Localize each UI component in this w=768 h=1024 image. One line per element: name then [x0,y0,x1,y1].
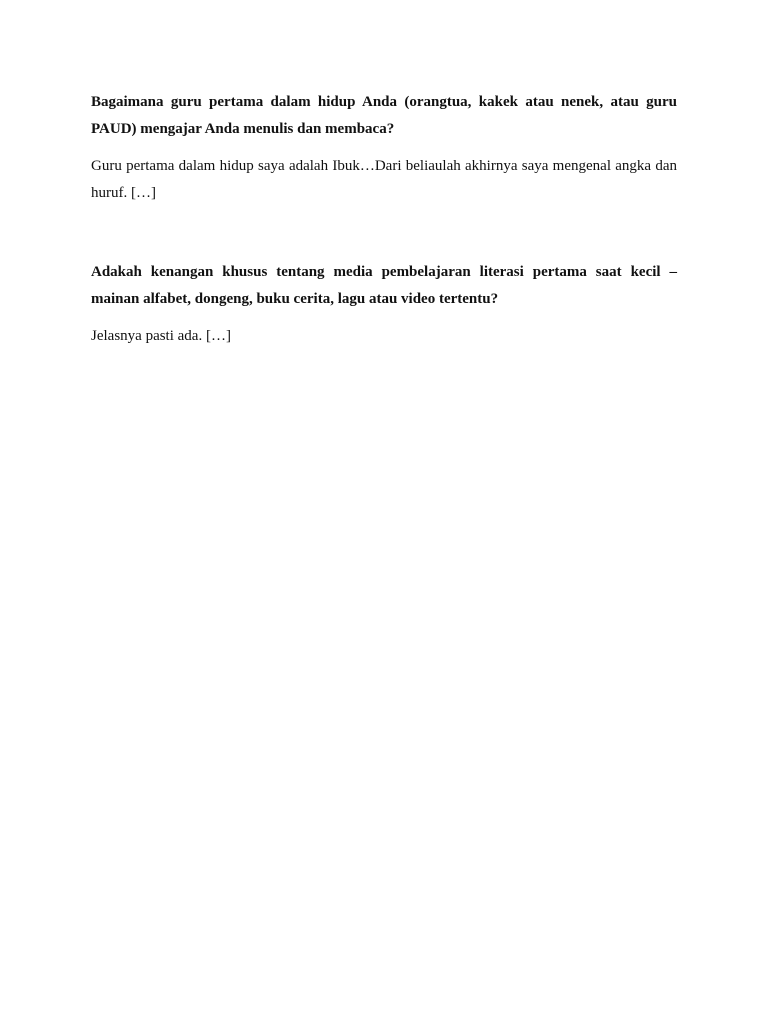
question-heading-2: Adakah kenangan khusus tentang media pembelajaran literasi pertama saat kecil – mainan alfabet, dongeng, buku cerita, lagu atau video tertentu? [91,264,677,307]
answer-paragraph-2: Jelasnya pasti ada. […] [91,328,231,344]
document-page [91,89,677,350]
question-heading-1: Bagaimana guru pertama dalam hidup Anda (orangtua, kakek atau nenek, atau guru PAUD) mengajar Anda menulis dan membaca? [91,94,677,137]
answer-paragraph-1: Guru pertama dalam hidup saya adalah Ibuk…Dari beliaulah akhirnya saya mengenal angka dan huruf. […] [91,158,677,201]
section-spacer [91,207,677,259]
